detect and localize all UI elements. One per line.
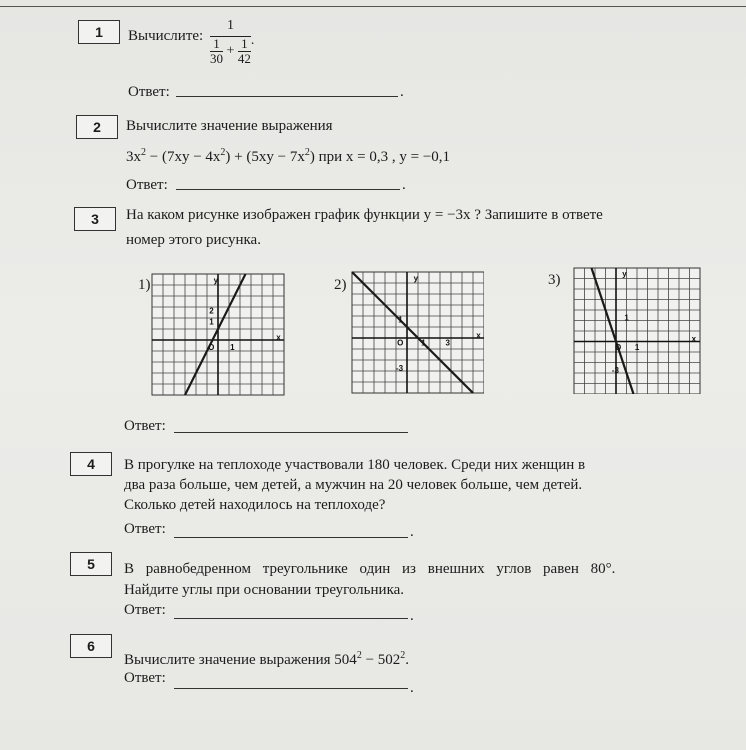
task-1-subfrac1-den: 30 xyxy=(210,51,223,66)
task-1-subfrac2-den: 42 xyxy=(237,51,251,66)
task-5-line1: В равнобедренном треугольнике один из внешних углов равен 80°. xyxy=(124,561,616,577)
graph-mark: O xyxy=(614,342,622,352)
task-6-sup-1: 2 xyxy=(356,650,362,661)
task-1-numerator: 1 xyxy=(210,16,251,37)
task-1-answer-period: . xyxy=(400,84,404,100)
graph-3[interactable] xyxy=(572,266,702,394)
task-2-answer-label: Ответ: xyxy=(126,177,168,193)
task-6-text: Вычислите значение выражения 504 xyxy=(124,652,357,668)
graph-2[interactable] xyxy=(350,270,484,396)
task-5-line2: Найдите углы при основании треугольника. xyxy=(124,582,405,598)
task-2-label: Вычислите значение выражения xyxy=(126,118,333,134)
graph-mark: 1 xyxy=(230,342,235,352)
task-4-answer-field[interactable] xyxy=(174,537,408,538)
graph-mark: y xyxy=(622,269,627,279)
graph-mark: O xyxy=(208,342,215,352)
task-6-mid: − 502 xyxy=(361,652,401,668)
task-2-answer-period: . xyxy=(402,177,406,193)
task-4-line1: В прогулке на теплоходе участвовали 180 человек. Среди них женщин в xyxy=(124,457,586,473)
task-1-period: . xyxy=(250,33,255,49)
task-2-sup-3: 2 xyxy=(304,147,310,158)
task-2-expr-b: − (7xy − 4x xyxy=(146,149,221,165)
task-2-sup-2: 2 xyxy=(220,147,226,158)
task-1-label: Вычислите: xyxy=(128,28,204,44)
task-3-answer-field[interactable] xyxy=(174,432,408,433)
task-4-answer-label: Ответ: xyxy=(124,521,166,537)
task-4-line2: два раза больше, чем детей, а мужчин на 20 человек больше, чем детей. xyxy=(124,477,583,493)
graph-mark: y xyxy=(213,275,219,285)
task-3-line1: На каком рисунке изображен график функции y = −3x ? Запишите в ответе xyxy=(126,207,603,223)
graph-mark: x xyxy=(276,333,281,342)
graph-2-label: 2) xyxy=(334,277,347,293)
top-border xyxy=(0,6,746,7)
graph-mark: x xyxy=(691,334,697,344)
task-3-line2: номер этого рисунка. xyxy=(126,232,261,248)
task-1-number: 1 xyxy=(78,20,120,44)
graph-mark: 1 xyxy=(624,313,629,323)
task-6-expression xyxy=(124,646,409,670)
task-1-subfrac1-num: 1 xyxy=(210,37,223,52)
task-1-answer-label: Ответ: xyxy=(128,84,170,100)
task-1-subfrac2-num: 1 xyxy=(238,37,251,52)
task-1-expression xyxy=(210,16,254,66)
graph-1[interactable] xyxy=(150,272,290,398)
graph-mark: 1 xyxy=(209,317,214,327)
task-2-expression xyxy=(126,143,450,167)
task-2-expr-c: ) + (5xy − 7x xyxy=(225,149,305,165)
task-4-line3: Сколько детей находилось на теплоходе? xyxy=(124,497,386,513)
task-5-number: 5 xyxy=(70,552,112,576)
task-6-answer-label: Ответ: xyxy=(124,670,166,686)
task-2-expr-d: ) при x = 0,3 , y = −0,1 xyxy=(309,149,451,165)
graph-1-label: 1) xyxy=(138,277,151,293)
graph-mark: 1 xyxy=(398,315,403,325)
graph-mark: 1 xyxy=(634,342,640,352)
task-4-answer-period: . xyxy=(410,524,414,540)
task-6-period: . xyxy=(405,652,410,668)
graph-mark: -3 xyxy=(396,364,404,373)
task-3-answer-label: Ответ: xyxy=(124,418,166,434)
graph-mark: 3 xyxy=(445,338,450,348)
task-5-answer-label: Ответ: xyxy=(124,602,166,618)
task-3-number: 3 xyxy=(74,207,116,231)
task-5-answer-field[interactable] xyxy=(174,618,408,619)
task-1-answer-field[interactable] xyxy=(176,96,398,97)
task-2-expr-a: 3x xyxy=(126,149,141,165)
task-2-answer-field[interactable] xyxy=(176,189,400,190)
task-2-number: 2 xyxy=(76,115,118,139)
graph-mark: x xyxy=(476,331,481,340)
task-2-sup-1: 2 xyxy=(141,147,146,158)
graph-3-label: 3) xyxy=(548,272,561,288)
task-4-number: 4 xyxy=(70,452,112,476)
task-6-sup-2: 2 xyxy=(400,650,406,661)
task-6-answer-period: . xyxy=(410,680,414,696)
graph-mark: -3 xyxy=(611,366,619,375)
graph-mark: O xyxy=(397,338,404,348)
task-1-plus: + xyxy=(226,43,235,59)
task-5-answer-period: . xyxy=(410,608,414,624)
graph-mark: y xyxy=(413,273,419,283)
graph-mark: 2 xyxy=(209,306,214,316)
task-6-number: 6 xyxy=(70,634,112,658)
task-6-answer-field[interactable] xyxy=(174,688,408,689)
graph-mark: 1 xyxy=(421,338,426,348)
